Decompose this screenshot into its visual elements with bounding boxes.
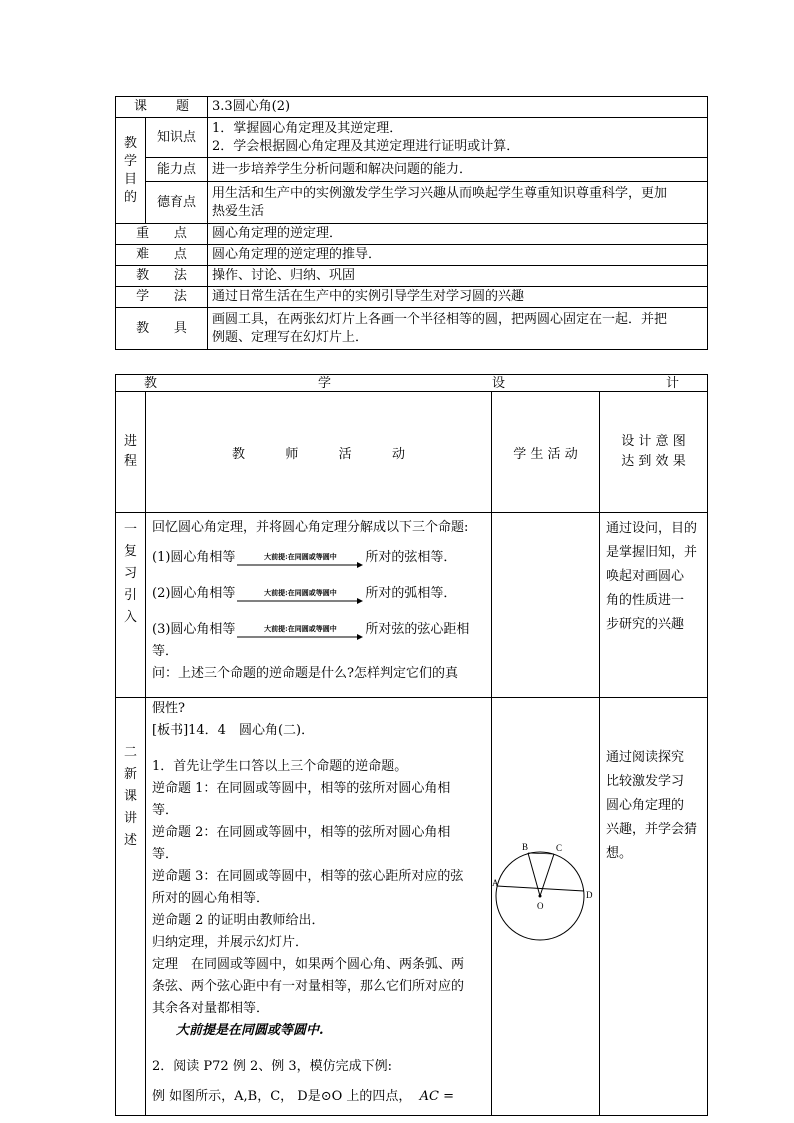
knowledge-label: 知识点	[146, 118, 208, 158]
study-method-value: 通过日常生活在生产中的实例引导学生对学习圆的兴趣	[208, 287, 708, 308]
section1-label: 一 复 习 引 入	[116, 513, 146, 698]
design-title: 教 学 设 计	[116, 375, 708, 392]
col-intent: 设 计 意 图 达 到 效 果	[600, 392, 708, 513]
circle-figure	[492, 838, 600, 958]
proposition-1: (1)圆心角相等 大前提:在同圆或等圆中 所对的弦相等．	[152, 547, 485, 569]
label-b: B	[522, 842, 529, 852]
knowledge-value: 1．掌握圆心角定理及其逆定理． 2．学会根据圆心角定理及其逆定理进行证明或计算．	[208, 118, 708, 158]
col-teacher: 教 师 活 动	[146, 392, 492, 513]
moral-value: 用生活和生产中的实例激发学生学习兴趣从而唤起学生尊重知识尊重科学，更加 热爱生活	[208, 182, 708, 224]
arrow-icon: 大前提:在同圆或等圆中	[237, 588, 363, 605]
proposition-2: (2)圆心角相等 大前提:在同圆或等圆中 所对的弧相等．	[152, 583, 485, 605]
key-point-label: 重 点	[116, 224, 208, 245]
proposition-3: (3)圆心角相等 大前提:在同圆或等圆中 所对弦的弦心距相	[152, 619, 485, 641]
ability-label: 能力点	[146, 158, 208, 182]
difficulty-value: 圆心角定理的逆定理的推导．	[208, 245, 708, 266]
topic-label: 课 题	[116, 97, 208, 118]
topic-value: 3.3圆心角(2)	[208, 97, 708, 118]
arrow-icon: 大前提:在同圆或等圆中	[237, 552, 363, 569]
objectives-label: 教 学 目 的	[116, 118, 146, 224]
lesson-info-table	[115, 96, 708, 350]
tools-label: 教 具	[116, 308, 208, 350]
tools-value: 画圆工具，在两张幻灯片上各画一个半径相等的圆，把两圆心固定在一起．并把 例题、定理写在幻灯片上．	[208, 308, 708, 350]
label-d: D	[586, 890, 593, 900]
teaching-method-label: 教 法	[116, 266, 208, 287]
section2-teacher: 假性? [板书]14．4 圆心角(二)． 1．首先让学生口答以上三个命题的逆命题。 逆命题 1：在同圆或等圆中，相等的弦所对圆心角相 等． 逆命题 2：在同圆或等圆中，相等的弦所对圆心角相 等． 逆命题 3：在同圆或等圆中，相等的弦心距所对应的弦 所对的圆心角相等． 逆命题 2 的证明由教师给出． 归纳定理，并展示幻灯片． 定理 在同圆或等圆中，如果两个圆心角、两条弧、两 条弦、两个弦心距中有一对量相等，那么它们所对应的 其余各对量都相等． 大前提是在同圆或等圆中. 2．阅读 P72 例 2、例 3，模仿完成下例: 例 如图所示，A,B，C， D是⊙O 上的四点， AC =	[146, 698, 492, 1116]
section1-intent: 通过设问，目的 是掌握旧知，并 唤起对画圆心 角的性质进一 步研究的兴趣	[600, 513, 708, 698]
teaching-method-value: 操作、讨论、归纳、巩固	[208, 266, 708, 287]
section1-student	[492, 513, 600, 698]
section2-label: 二 新 课 讲 述	[116, 698, 146, 1116]
difficulty-label: 难 点	[116, 245, 208, 266]
section2-student	[492, 698, 600, 1116]
arrow-icon: 大前提:在同圆或等圆中	[237, 624, 363, 641]
label-c: C	[556, 843, 563, 853]
section1-teacher: 回忆圆心角定理，并将圆心角定理分解成以下三个命题: (1)圆心角相等 大前提:在同圆或等圆中 所对的弦相等． (2)圆心角相等 大前提:在同圆或等圆中 所对的弧相等． (3)圆心角相等 大前提:在同圆或等圆中 所对弦的弦心距相 等． 问：上述三个命题的逆命题是什么?怎样判定它们的真	[146, 513, 492, 698]
premise-note: 大前提是在同圆或等圆中.	[176, 1023, 324, 1038]
key-point-value: 圆心角定理的逆定理．	[208, 224, 708, 245]
teaching-design-table	[115, 374, 708, 1116]
example-text: 例 如图所示，A,B，C， D是⊙O 上的四点， AC =	[152, 1089, 455, 1104]
moral-label: 德育点	[146, 182, 208, 224]
section2-intent: 通过阅读探究 比较激发学习 圆心角定理的 兴趣，并学会猜 想。	[600, 698, 708, 1116]
study-method-label: 学 法	[116, 287, 208, 308]
ability-value: 进一步培养学生分析问题和解决问题的能力．	[208, 158, 708, 182]
col-student: 学 生 活 动	[492, 392, 600, 513]
col-process: 进 程	[116, 392, 146, 513]
label-a: A	[492, 878, 499, 888]
label-o: O	[537, 901, 544, 911]
